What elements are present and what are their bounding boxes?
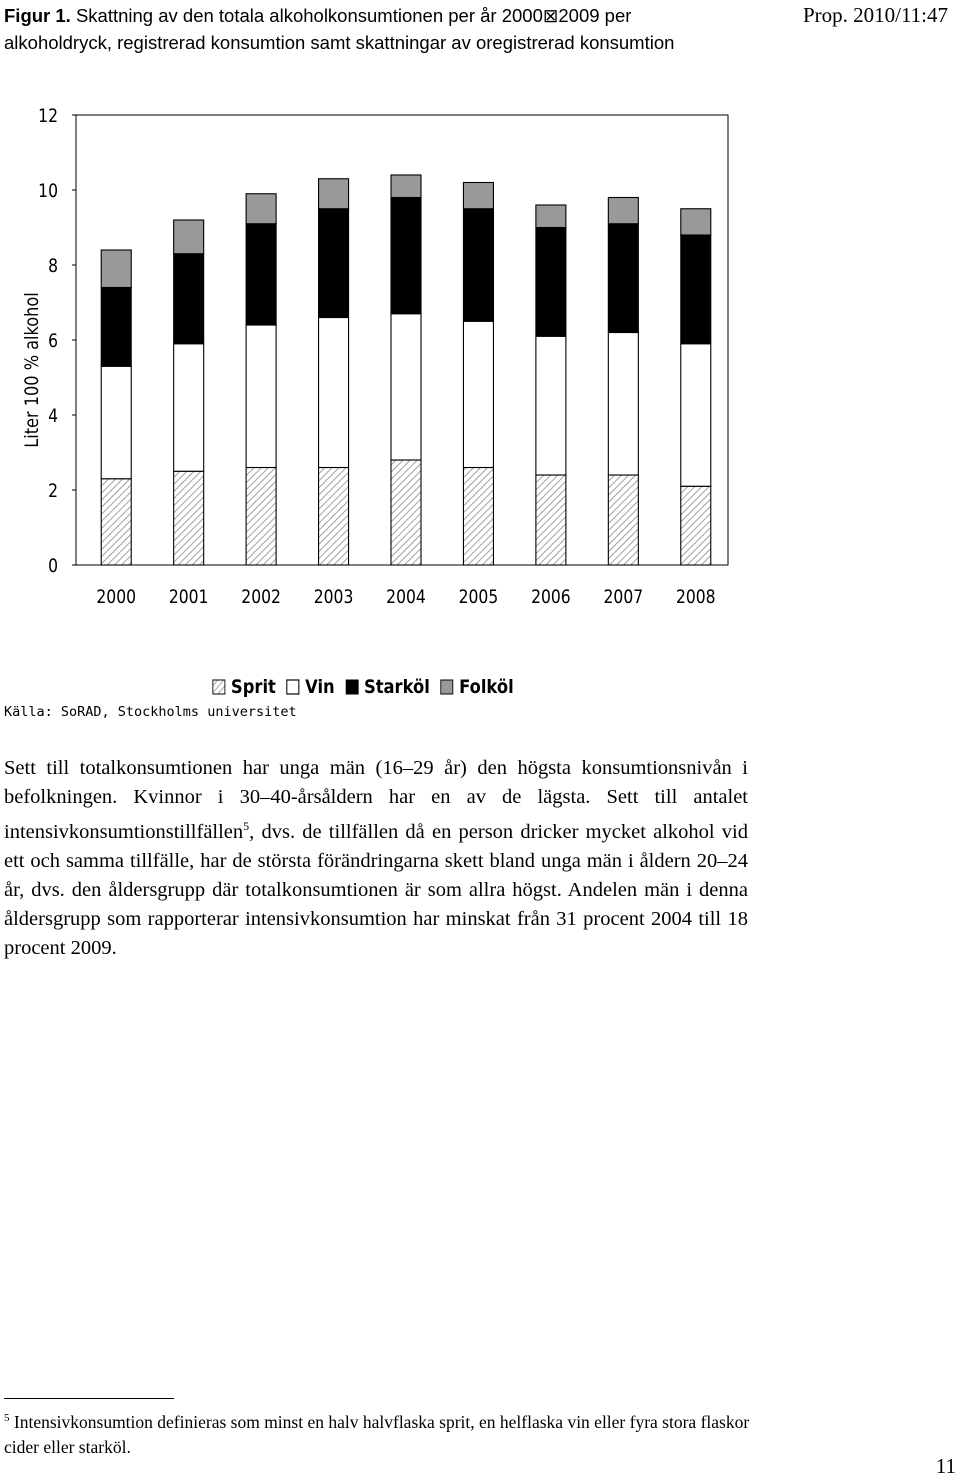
footnote [4, 1406, 754, 1460]
legend-item-folkol [440, 676, 514, 698]
bar-segment-folkol [319, 179, 349, 209]
footnote-marker: 5 [4, 1412, 10, 1424]
x-tick-label: 2001 [168, 586, 209, 609]
bar-segment-vin [246, 325, 276, 468]
running-head: Prop. 2010/11:47 [802, 3, 948, 27]
figure-title [4, 2, 744, 56]
y-tick-label: 8 [48, 255, 58, 278]
legend-swatch-gray [440, 679, 454, 695]
bar-segment-starkol [174, 254, 204, 344]
figure-caption: Skattning av den totala alkoholkonsumtionen per år 2000⊠2009 per alkoholdryck, registrerad konsumtion samt skattningar av oregistrerad konsumtion [4, 5, 675, 53]
bar-segment-starkol [608, 224, 638, 333]
body-text-part-2: , dvs. de tillfällen då en person dricker mycket alkohol vid ett och samma tillfälle, har de största förändringarna skett bland unga män i åldern 20–24 år, dvs. den åldersgrupp där totalkonsumtionen är som allra högst. Andelen män i denna åldersgrupp som rapporterar intensivkonsumtion har minskat från 31 procent 2004 till 18 procent 2009. [4, 820, 748, 959]
footnote-text: Intensivkonsumtion definieras som minst en halv halvflaska sprit, en helflaska vin eller fyra stora flaskor cider eller starköl. [4, 1411, 750, 1457]
bar-segment-sprit [536, 475, 566, 565]
footnote-rule [4, 1398, 174, 1399]
x-tick-label: 2003 [313, 586, 354, 609]
bar-segment-vin [101, 366, 131, 479]
y-tick-label: 2 [48, 480, 58, 503]
x-tick-label: 2002 [241, 586, 281, 609]
bar-segment-sprit [391, 460, 421, 565]
bar-segment-starkol [319, 209, 349, 318]
legend-item-starkol [345, 676, 430, 698]
chart-legend [212, 676, 524, 698]
bar-segment-folkol [174, 220, 204, 254]
bar-segment-starkol [246, 224, 276, 325]
bar-segment-sprit [101, 479, 131, 565]
bar-segment-sprit [463, 468, 493, 566]
legend-label: Sprit [230, 676, 276, 698]
bar-segment-sprit [608, 475, 638, 565]
bar-segment-vin [608, 333, 638, 476]
y-tick-label: 12 [38, 105, 58, 128]
legend-swatch-hatched [212, 679, 226, 695]
bar-segment-folkol [101, 250, 131, 288]
y-axis-title: Liter 100 % alkohol [21, 292, 44, 448]
bar-segment-folkol [391, 175, 421, 198]
x-tick-label: 2004 [386, 586, 426, 609]
bar-segment-starkol [681, 235, 711, 344]
bar-segment-vin [681, 344, 711, 487]
bar-segment-vin [391, 314, 421, 460]
bar-segment-sprit [319, 468, 349, 566]
bar-segment-sprit [681, 486, 711, 565]
bar-segment-sprit [174, 471, 204, 565]
body-paragraph [4, 754, 748, 963]
body-text-part-1: Sett till totalkonsumtionen har unga män (16–29 år) den högsta konsumtionsnivån i befolkningen. Kvinnor i 30–40-årsåldern har en av de lägsta. Sett till antalet intensivkonsumtionstillfällen [4, 757, 748, 843]
y-tick-label: 4 [48, 405, 58, 428]
legend-label: Folköl [459, 676, 514, 698]
bar-segment-vin [463, 321, 493, 467]
bar-segment-vin [536, 336, 566, 475]
legend-swatch-white [286, 679, 300, 695]
x-tick-label: 2006 [531, 586, 571, 609]
bar-segment-starkol [536, 228, 566, 337]
bar-segment-sprit [246, 468, 276, 566]
chart-source: Källa: SoRAD, Stockholms universitet [4, 704, 297, 720]
bar-segment-folkol [608, 198, 638, 224]
legend-swatch-black [345, 679, 359, 695]
page-number: 11 [935, 1454, 956, 1478]
bar-segment-folkol [463, 183, 493, 209]
x-tick-label: 2008 [675, 586, 716, 609]
x-tick-label: 2000 [96, 586, 137, 609]
bar-segment-starkol [101, 288, 131, 367]
legend-label: Starköl [363, 676, 430, 698]
bar-segment-folkol [246, 194, 276, 224]
figure-label: Figur 1. [4, 5, 71, 26]
bar-segment-folkol [536, 205, 566, 228]
bar-segment-folkol [681, 209, 711, 235]
bar-segment-vin [174, 344, 204, 472]
x-tick-label: 2005 [458, 586, 499, 609]
stacked-bar-chart [0, 95, 760, 635]
legend-label: Vin [305, 676, 335, 698]
y-tick-label: 0 [48, 555, 58, 578]
bar-segment-starkol [391, 198, 421, 314]
legend-item-vin [286, 676, 335, 698]
x-tick-label: 2007 [603, 586, 644, 609]
bar-segment-vin [319, 318, 349, 468]
y-tick-label: 10 [38, 180, 58, 203]
legend-item-sprit [212, 676, 276, 698]
y-tick-label: 6 [48, 330, 58, 353]
bar-segment-starkol [463, 209, 493, 322]
footnote-reference: 5 [243, 819, 250, 833]
